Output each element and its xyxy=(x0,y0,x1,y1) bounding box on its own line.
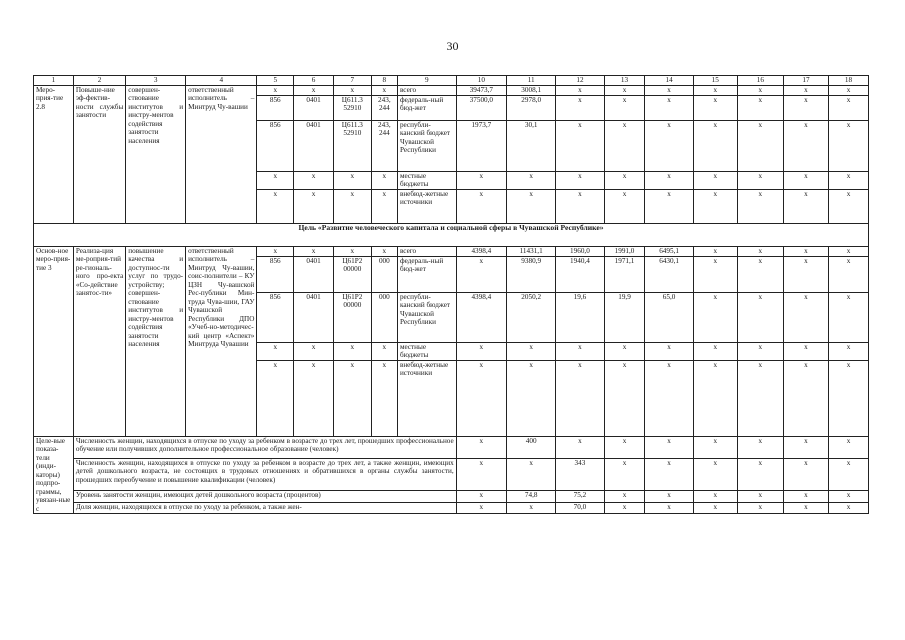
budget-code: x xyxy=(371,189,397,223)
column-number: 1 xyxy=(34,76,74,86)
indicator-text: Численность женщин, находящихся в отпуске по уходу за ребенком в возрасте до трех лет, а также женщин, имеющих детей дошкольного возраста, не состоящих в трудовых отношениях и обратившихся в органы службы занятости, прошедших переобучение и повышение квалификации (человек) xyxy=(73,458,456,490)
year-value: x xyxy=(737,256,783,292)
indicator-value: x xyxy=(693,436,737,458)
indicator-value: 75,2 xyxy=(556,491,604,503)
event-outcome: совершен-ствование институтов и инстру-ментов содействия занятости населения xyxy=(126,86,186,224)
indicator-value: x xyxy=(737,491,783,503)
indicator-value: 74,8 xyxy=(507,491,556,503)
budget-code: 856 xyxy=(257,292,294,342)
goal-heading: Цель «Развитие человеческого капитала и социальной сферы в Чувашской Республике» xyxy=(34,223,869,246)
budget-code: 0401 xyxy=(294,256,334,292)
year-value: x xyxy=(693,292,737,342)
year-value: x xyxy=(507,189,556,223)
funding-source: всего xyxy=(397,246,456,256)
budget-code: 243, 244 xyxy=(371,96,397,121)
funding-source: республи-канский бюджет Чувашской Республики xyxy=(397,292,456,342)
budget-code: x xyxy=(257,342,294,360)
funding-source: республи-канский бюджет Чувашской Республики xyxy=(397,121,456,172)
column-number: 2 xyxy=(73,76,125,86)
year-value: x xyxy=(556,360,604,436)
funding-source: всего xyxy=(397,86,456,96)
column-number: 15 xyxy=(693,76,737,86)
budget-code: x xyxy=(371,172,397,190)
year-value: 1940,4 xyxy=(556,256,604,292)
year-value: x xyxy=(783,360,828,436)
year-value: x xyxy=(737,189,783,223)
indicator-value: x xyxy=(829,458,869,490)
budget-code: x xyxy=(294,246,334,256)
year-value: x xyxy=(456,360,506,436)
indicator-row xyxy=(34,502,869,514)
year-value: x xyxy=(456,342,506,360)
year-value: x xyxy=(604,172,645,190)
indicator-value: x xyxy=(604,491,645,503)
budget-code: x xyxy=(294,360,334,436)
year-value: x xyxy=(456,172,506,190)
funding-source: внебюд-жетные источники xyxy=(397,189,456,223)
indicator-row xyxy=(34,436,869,458)
budget-code: x xyxy=(333,172,371,190)
year-value: x xyxy=(604,189,645,223)
year-value: x xyxy=(604,96,645,121)
indicator-value: x xyxy=(456,491,506,503)
year-value: x xyxy=(783,256,828,292)
year-value: x xyxy=(556,342,604,360)
indicator-value: x xyxy=(783,502,828,514)
table-row xyxy=(34,86,869,96)
year-value: x xyxy=(829,189,869,223)
year-value: 65,0 xyxy=(645,292,693,342)
budget-code: x xyxy=(257,189,294,223)
budget-code: Ц61Р2 00000 xyxy=(333,256,371,292)
year-value: 6495,1 xyxy=(645,246,693,256)
header-row xyxy=(34,76,869,86)
indicator-value: x xyxy=(829,502,869,514)
column-number: 7 xyxy=(333,76,371,86)
budget-code: Ц611.3 52910 xyxy=(333,96,371,121)
column-number: 4 xyxy=(186,76,257,86)
budget-table xyxy=(33,75,869,514)
budget-code: x xyxy=(371,246,397,256)
column-number: 11 xyxy=(507,76,556,86)
event-name: Реализа-ция ме-роприя-тий ре-гиональ-ного про-екта «Со-действие занятос-ти» xyxy=(73,246,125,436)
year-value: x xyxy=(693,246,737,256)
year-value: 9380,9 xyxy=(507,256,556,292)
year-value: x xyxy=(737,172,783,190)
year-value: x xyxy=(556,121,604,172)
year-value: x xyxy=(829,360,869,436)
year-value: 6430,1 xyxy=(645,256,693,292)
year-value: x xyxy=(693,342,737,360)
indicator-text: Уровень занятости женщин, имеющих детей дошкольного возраста (процентов) xyxy=(73,491,456,503)
budget-code: x xyxy=(294,86,334,96)
year-value: x xyxy=(693,360,737,436)
indicator-value: x xyxy=(645,458,693,490)
event-outcome: повышение качества и доступнос-ти услуг по трудо-устройству; совершен-ствование институтов и инстру-ментов содействия занятости населения xyxy=(126,246,186,436)
year-value: x xyxy=(829,292,869,342)
responsible-executor: ответственный исполнитель – Минтруд Чу-вашии xyxy=(186,86,257,224)
indicator-value: 70,0 xyxy=(556,502,604,514)
budget-code: x xyxy=(333,246,371,256)
budget-code: 856 xyxy=(257,121,294,172)
year-value: x xyxy=(829,96,869,121)
indicator-value: x xyxy=(737,436,783,458)
budget-code: x xyxy=(333,189,371,223)
budget-code: x xyxy=(257,172,294,190)
year-value: x xyxy=(783,172,828,190)
year-value: x xyxy=(645,189,693,223)
indicator-value: x xyxy=(645,502,693,514)
year-value: x xyxy=(693,189,737,223)
year-value: 11431,1 xyxy=(507,246,556,256)
budget-code: 243, 244 xyxy=(371,121,397,172)
budget-code: x xyxy=(257,360,294,436)
year-value: x xyxy=(829,121,869,172)
year-value: x xyxy=(556,172,604,190)
budget-code: 000 xyxy=(371,292,397,342)
year-value: x xyxy=(507,172,556,190)
year-value: x xyxy=(737,96,783,121)
year-value: 4398,4 xyxy=(456,292,506,342)
budget-code: 0401 xyxy=(294,292,334,342)
year-value: x xyxy=(645,342,693,360)
year-value: x xyxy=(507,360,556,436)
year-value: x xyxy=(783,246,828,256)
indicator-value: x xyxy=(829,491,869,503)
year-value: x xyxy=(604,86,645,96)
year-value: x xyxy=(737,292,783,342)
indicator-text: Численность женщин, находящихся в отпуске по уходу за ребенком в возрасте до трех лет, прошедших профессиональное обучение или получивших дополнительное профессиональное образование (человек) xyxy=(73,436,456,458)
indicator-value: x xyxy=(693,458,737,490)
column-number: 6 xyxy=(294,76,334,86)
funding-source: местные бюджеты xyxy=(397,342,456,360)
indicator-value: 400 xyxy=(507,436,556,458)
column-number: 8 xyxy=(371,76,397,86)
year-value: 19,9 xyxy=(604,292,645,342)
indicator-value: x xyxy=(737,502,783,514)
year-value: x xyxy=(556,96,604,121)
year-value: x xyxy=(783,292,828,342)
year-value: x xyxy=(783,121,828,172)
budget-code: x xyxy=(294,189,334,223)
year-value: x xyxy=(693,172,737,190)
budget-code: x xyxy=(333,86,371,96)
indicator-value: x xyxy=(737,458,783,490)
year-value: x xyxy=(737,360,783,436)
indicator-value: x xyxy=(456,502,506,514)
year-value: x xyxy=(645,360,693,436)
indicator-value: x xyxy=(604,502,645,514)
year-value: x xyxy=(645,86,693,96)
indicator-row xyxy=(34,491,869,503)
page-number: 30 xyxy=(446,39,459,53)
indicator-value: x xyxy=(604,436,645,458)
column-number: 10 xyxy=(456,76,506,86)
indicator-value: x xyxy=(456,458,506,490)
indicator-value: x xyxy=(507,502,556,514)
indicator-value: x xyxy=(829,436,869,458)
budget-code: x xyxy=(371,342,397,360)
indicator-value: x xyxy=(693,502,737,514)
year-value: x xyxy=(737,246,783,256)
year-value: x xyxy=(783,86,828,96)
year-value: x xyxy=(829,86,869,96)
responsible-executor: ответственный исполнитель – Минтруд Чу-вашии, соис-полнители – КУ ЦЗН Чу-вашской Рес-публики Мин-труда Чува-шии, ГАУ Чувашской Республики ДПО «Учеб-но-методичес-кий центр «Аспект» Минтруда Чувашии xyxy=(186,246,257,436)
year-value: 2050,2 xyxy=(507,292,556,342)
budget-code: x xyxy=(371,86,397,96)
budget-code: Ц61Р2 00000 xyxy=(333,292,371,342)
year-value: 1973,7 xyxy=(456,121,506,172)
year-value: 39473,7 xyxy=(456,86,506,96)
event-number: Основ-ное меро-прия-тие 3 xyxy=(34,246,74,436)
budget-code: 0401 xyxy=(294,96,334,121)
indicator-value: x xyxy=(507,458,556,490)
budget-code: x xyxy=(257,86,294,96)
year-value: x xyxy=(829,342,869,360)
year-value: x xyxy=(737,86,783,96)
year-value: x xyxy=(507,342,556,360)
budget-code: 000 xyxy=(371,256,397,292)
year-value: 1960,0 xyxy=(556,246,604,256)
budget-code: x xyxy=(333,360,371,436)
column-number: 5 xyxy=(257,76,294,86)
indicators-label: Целе-вые показа-тели (инди-каторы) подпро-граммы, увязан-ные с xyxy=(34,436,74,513)
year-value: x xyxy=(737,121,783,172)
indicator-value: x xyxy=(693,491,737,503)
event-name: Повыше-ние эф-фектив-ности службы занятости xyxy=(73,86,125,224)
column-number: 14 xyxy=(645,76,693,86)
indicator-value: x xyxy=(783,436,828,458)
indicator-value: x xyxy=(645,436,693,458)
indicator-value: x xyxy=(645,491,693,503)
budget-code: Ц611.3 52910 xyxy=(333,121,371,172)
year-value: x xyxy=(783,96,828,121)
indicator-value: x xyxy=(783,491,828,503)
year-value: x xyxy=(604,360,645,436)
year-value: 4398,4 xyxy=(456,246,506,256)
indicator-value: x xyxy=(604,458,645,490)
year-value: 3008,1 xyxy=(507,86,556,96)
year-value: 30,1 xyxy=(507,121,556,172)
indicator-value: 343 xyxy=(556,458,604,490)
budget-code: x xyxy=(294,172,334,190)
budget-code: x xyxy=(257,246,294,256)
table-row xyxy=(34,246,869,256)
column-number: 16 xyxy=(737,76,783,86)
funding-source: федераль-ный бюд-жет xyxy=(397,256,456,292)
year-value: x xyxy=(829,256,869,292)
year-value: x xyxy=(645,96,693,121)
year-value: 2978,0 xyxy=(507,96,556,121)
budget-code: 0401 xyxy=(294,121,334,172)
indicator-value: x xyxy=(456,436,506,458)
column-number: 13 xyxy=(604,76,645,86)
column-number: 17 xyxy=(783,76,828,86)
budget-code: x xyxy=(333,342,371,360)
year-value: x xyxy=(737,342,783,360)
year-value: x xyxy=(645,121,693,172)
year-value: x xyxy=(456,256,506,292)
budget-code: 856 xyxy=(257,256,294,292)
funding-source: местные бюджеты xyxy=(397,172,456,190)
funding-source: внебюд-жетные источники xyxy=(397,360,456,436)
year-value: x xyxy=(604,342,645,360)
year-value: x xyxy=(693,96,737,121)
year-value: x xyxy=(829,172,869,190)
indicator-text: Доля женщин, находящихся в отпуске по уходу за ребенком, а также жен- xyxy=(73,502,456,514)
year-value: x xyxy=(456,189,506,223)
budget-code: x xyxy=(371,360,397,436)
year-value: x xyxy=(829,246,869,256)
year-value: x xyxy=(693,256,737,292)
column-number: 3 xyxy=(126,76,186,86)
indicator-value: x xyxy=(556,436,604,458)
budget-code: x xyxy=(294,342,334,360)
indicator-value: x xyxy=(783,458,828,490)
year-value: 1991,0 xyxy=(604,246,645,256)
year-value: x xyxy=(783,342,828,360)
year-value: 1971,1 xyxy=(604,256,645,292)
budget-code: 856 xyxy=(257,96,294,121)
goal-row xyxy=(34,223,869,246)
year-value: x xyxy=(693,86,737,96)
year-value: x xyxy=(645,172,693,190)
column-number: 9 xyxy=(397,76,456,86)
year-value: x xyxy=(783,189,828,223)
year-value: 37500,0 xyxy=(456,96,506,121)
column-number: 12 xyxy=(556,76,604,86)
year-value: x xyxy=(693,121,737,172)
indicator-row xyxy=(34,458,869,490)
year-value: x xyxy=(556,189,604,223)
column-number: 18 xyxy=(829,76,869,86)
year-value: 19,6 xyxy=(556,292,604,342)
year-value: x xyxy=(604,121,645,172)
year-value: x xyxy=(556,86,604,96)
event-number: Меро-прия-тие 2.8 xyxy=(34,86,74,224)
funding-source: федераль-ный бюд-жет xyxy=(397,96,456,121)
